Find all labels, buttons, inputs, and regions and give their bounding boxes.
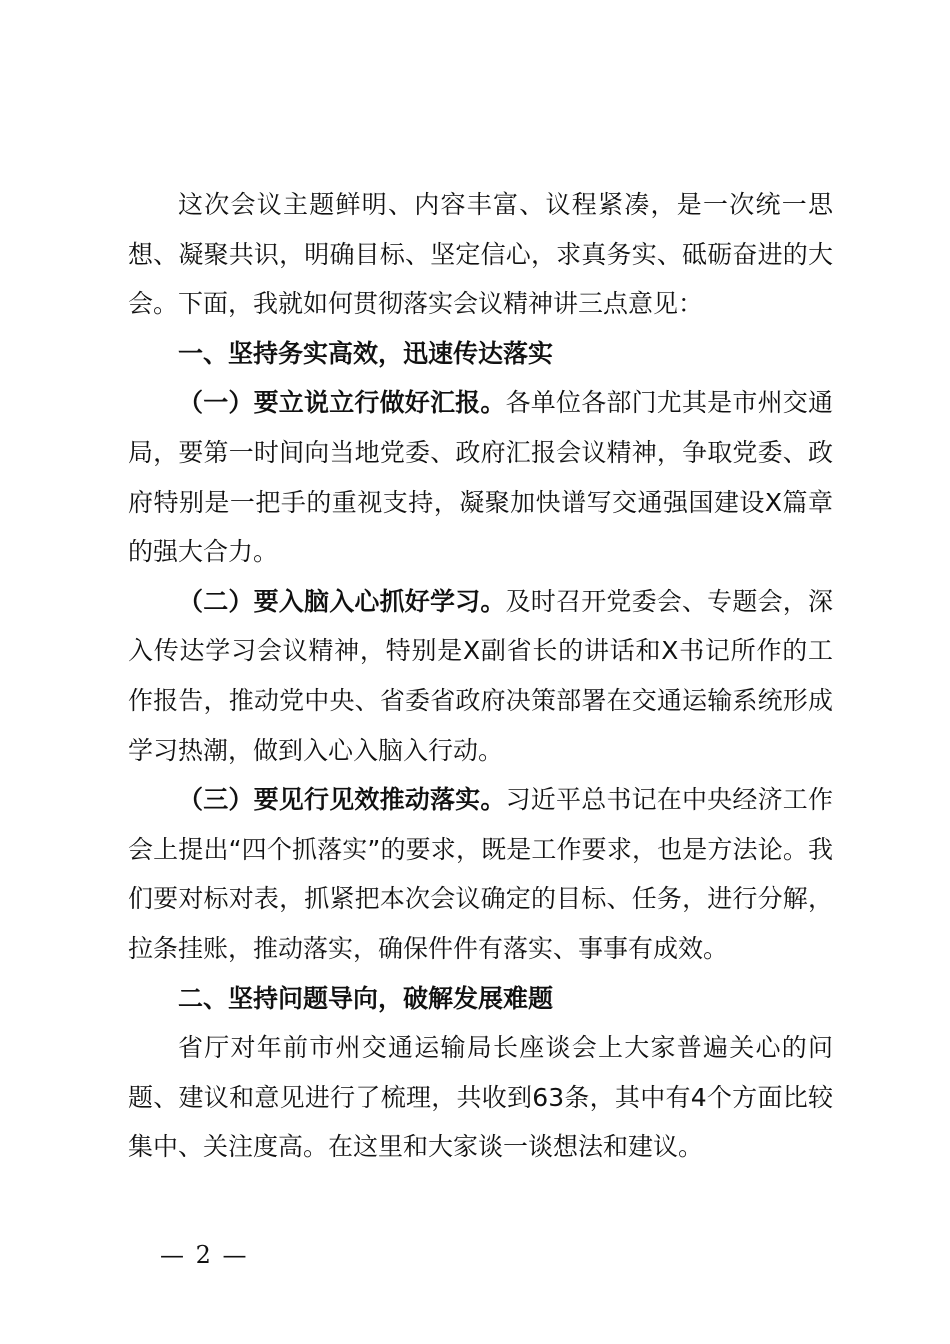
item-2-text: 及时召开党委会、专题会，深入传达学习会议精神，特别是X副省长的讲话和X书记所作的工作报告，推动党中央、省委省政府决策部署在交通运输系统形成学习热潮，做到入心入脑入行动。 xyxy=(128,586,833,765)
section-1-heading: 一、坚持务实高效，迅速传达落实 xyxy=(178,338,554,368)
page-number: — 2 — xyxy=(160,1241,249,1269)
section-1-item-2 xyxy=(128,577,833,775)
section-2-paragraph: 省厅对年前市州交通运输局长座谈会上大家普遍关心的问题、建议和意见进行了梳理，共收到63条，其中有4个方面比较集中、关注度高。在这里和大家谈一谈想法和建议。 xyxy=(128,1033,833,1162)
section-1-item-1 xyxy=(128,378,833,576)
item-3-lead: （三）要见行见效推动落实。 xyxy=(178,785,506,815)
section-1-item-3 xyxy=(128,775,833,973)
item-2-lead: （二）要入脑入心抓好学习。 xyxy=(178,586,506,616)
item-1-text: 各单位各部门尤其是市州交通局，要第一时间向当地党委、政府汇报会议精神，争取党委、政府特别是一把手的重视支持，凝聚加快谱写交通强国建设X篇章的强大合力。 xyxy=(128,388,833,567)
document-body xyxy=(128,180,833,1172)
item-1-lead: （一）要立说立行做好汇报。 xyxy=(178,388,506,418)
section-2-heading: 二、坚持问题导向，破解发展难题 xyxy=(178,983,554,1013)
item-3-text: 习近平总书记在中央经济工作会上提出“四个抓落实”的要求，既是工作要求，也是方法论。我们要对标对表，抓紧把本次会议确定的目标、任务，进行分解，拉条挂账，推动落实，确保件件有落实、事事有成效。 xyxy=(128,785,833,963)
intro-paragraph: 这次会议主题鲜明、内容丰富、议程紧凑，是一次统一思想、凝聚共识，明确目标、坚定信心，求真务实、砥砺奋进的大会。下面，我就如何贯彻落实会议精神讲三点意见： xyxy=(128,190,833,319)
